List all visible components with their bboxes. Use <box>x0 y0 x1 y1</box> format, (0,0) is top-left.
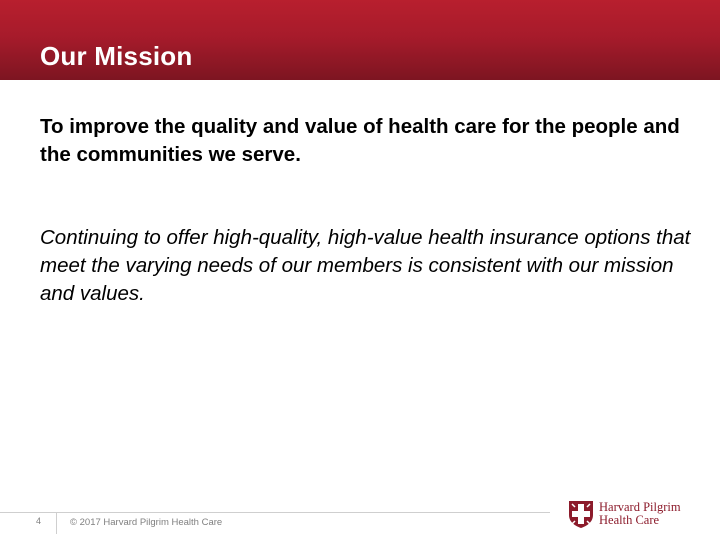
copyright-text: © 2017 Harvard Pilgrim Health Care <box>70 517 223 528</box>
shield-cross-icon <box>567 499 595 529</box>
footer-divider-tick <box>56 512 57 534</box>
logo-line-2: Health Care <box>599 513 660 527</box>
footer-divider <box>0 512 550 513</box>
logo-line-1: Harvard Pilgrim <box>599 500 681 514</box>
harvard-pilgrim-logo <box>567 499 681 529</box>
supporting-text: Continuing to offer high-quality, high-value health insurance options that meet the varying needs of our members is consistent with our mission and values. <box>40 226 691 305</box>
page-number: 4 <box>36 516 42 526</box>
slide-title: Our Mission <box>40 41 193 71</box>
mission-statement: To improve the quality and value of health care for the people and the communities we serve. <box>40 115 680 166</box>
logo-wordmark <box>599 501 681 527</box>
